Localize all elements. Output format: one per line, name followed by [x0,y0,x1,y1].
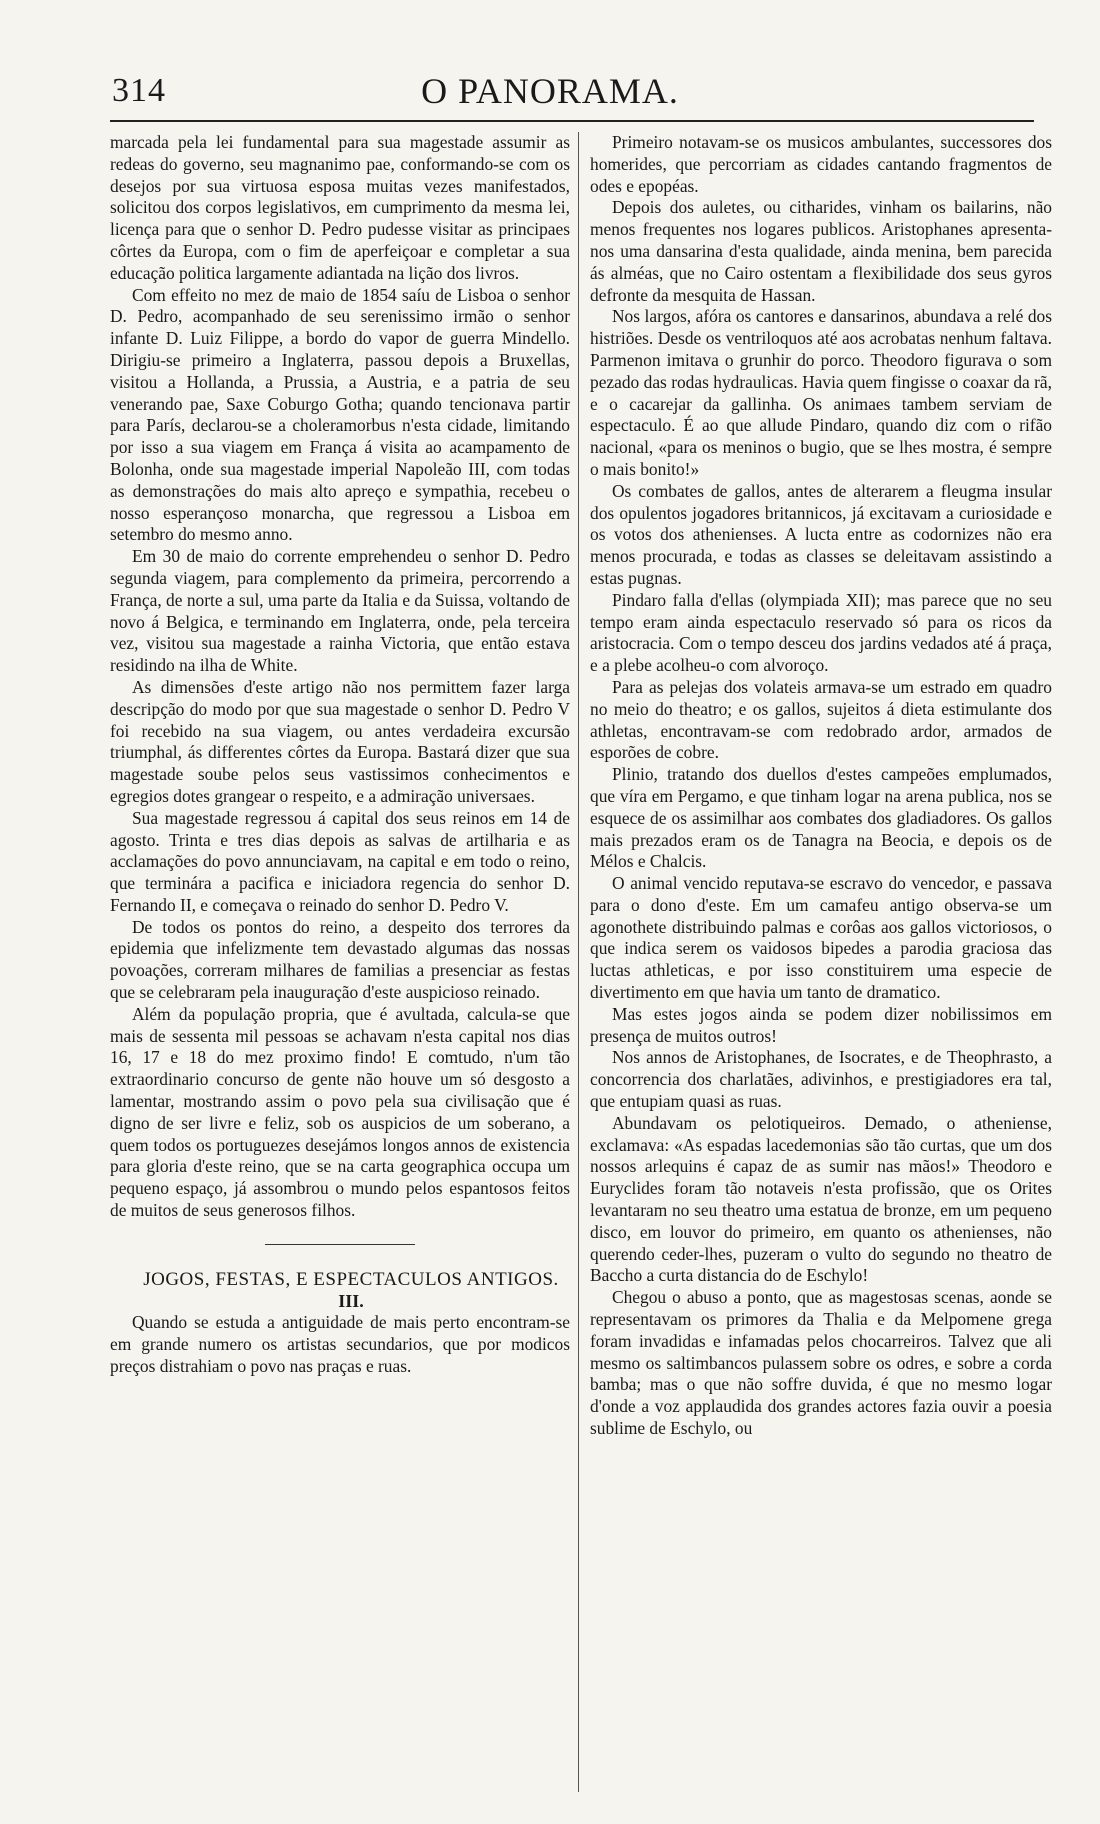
header-rule [110,120,1034,122]
paragraph: Depois dos auletes, ou citharides, vinham os bailarins, não menos frequentes nos logares publicos. Aristophanes apresenta-nos uma dansarina d'esta qualidade, ainda menina, bem parecida ás alméas, que no Cairo ostentam a flexibilidade dos seus gyros defronte da mesquita de Hassan. [590,197,1052,305]
paragraph: Os combates de gallos, antes de alterarem a fleugma insular dos opulentos jogadores britannicos, já excitavam a curiosidade e os votos dos athenienses. A lucta entre as codornizes não era menos procurada, e todas as classes se deleitavam assistindo a estas pugnas. [590,480,1052,588]
paragraph: Abundavam os pelotiqueiros. Demado, o atheniense, exclamava: «As espadas lacedemonias são tão curtas, que um dos nossos arlequins é capaz de as sumir nas mãos!» Theodoro e Euryclides foram tão notaveis n'esta profissão, que os Orites levantaram no seu theatro uma estatua de bronze, em um pequeno disco, em louvor do primeiro, em quanto os athenienses, não querendo ceder-lhes, puzeram o vulto do segundo no theatro de Baccho a curta distancia do de Eschylo! [590,1112,1052,1286]
paragraph: Plinio, tratando dos duellos d'estes campeões emplumados, que víra em Pergamo, e que tinham logar na arena publica, nos se esquece de os assimilhar aos combates dos gladiadores. Os gallos mais prezados eram os de Tanagra na Beocia, e depois os de Mélos e Chalcis. [590,764,1052,872]
paragraph: Chegou o abuso a ponto, que as magestosas scenas, aonde se representavam os primores da Thalia e da Melpomene grega foram invadidas e infamadas pelos chocarreiros. Talvez que ali mesmo os saltimbancos pulassem sobre os odres, e sobre a corda bamba; mas o que não soffre duvida, é que no mesmo logar d'onde a voz applaudida dos grandes actores fazia ouvir a poesia sublime de Eschylo, ou [590,1287,1052,1439]
paragraph: Para as pelejas dos volateis armava-se um estrado em quadro no meio do theatro; e os gallos, sujeitos á dieta estimulante dos athletas, encontravam-se com redobrado ardor, armados de esporões de cobre. [590,676,1052,763]
paragraph: Quando se estuda a antiguidade de mais perto encontram-se em grande numero os artistas secundarios, que por modicos preços distrahiam o povo nas praças e ruas. [110,1312,570,1377]
paragraph: O animal vencido reputava-se escravo do vencedor, e passava para o dono d'este. Em um camafeu antigo observa-se um agonothete distribuindo palmas e corôas aos gallos victoriosos, o que indica serem os vaidosos bipedes a parodia graciosa das luctas athleticas, e por isso constituirem uma especie de divertimento em que havia um tanto de dramatico. [590,873,1052,1003]
paragraph: Pindaro falla d'ellas (olympiada XII); mas parece que no seu tempo eram ainda espectaculo reservado só para os ricos da aristocracia. Com o tempo desceu dos jardins vedados até á praça, e a plebe acolheu-o com alvoroço. [590,589,1052,676]
paragraph: Mas estes jogos ainda se podem dizer nobilissimos em presença de muitos outros! [590,1003,1052,1046]
running-title: O PANORAMA. [421,71,679,111]
right-column [590,132,1052,1440]
section-title: JOGOS, FESTAS, E ESPECTACULOS ANTIGOS. [143,1268,559,1290]
paragraph: Além da população propria, que é avultada, calcula-se que mais de sessenta mil pessoas se achavam n'esta capital nos dias 16, 17 e 18 do mez proximo findo! E comtudo, n'um tão extraordinario concurso de gente não houve um só desgosto a lamentar, mostrando assim o povo pela sua civilisação que é digno de ser livre e feliz, sob os auspicios de um soberano, a quem todos os portuguezes desejámos longos annos de existencia para gloria d'este reino, que se na carta geographica occupa um pequeno espaço, já assombrou o mundo pelos espantosos feitos de muitos de seus generosos filhos. [110,1003,570,1221]
section-divider [265,1244,415,1245]
paragraph: Nos largos, afóra os cantores e dansarinos, abundava a relé dos histriões. Desde os ventriloquos até aos acrobatas nenhum faltava. Parmenon imitava o grunhir do porco. Theodoro figurava o som pezado das rodas hydraulicas. Havia quem fingisse o coaxar da rã, e o cacarejar da gallinha. Os animaes tambem serviam de espectaculo. É ao que allude Pindaro, quando diz com o rifão nacional, «para os meninos o bugio, que se lhes mostra, é sempre o mais bonito!» [590,306,1052,479]
left-column [110,132,570,1378]
paragraph: Primeiro notavam-se os musicos ambulantes, successores dos homerides, que percorriam as cidades cantando fragmentos de odes e epopéas. [590,132,1052,196]
paragraph: Em 30 de maio do corrente emprehendeu o senhor D. Pedro segunda viagem, para complemento da primeira, percorrendo a França, de norte a sul, uma parte da Italia e da Suissa, voltando de novo á Belgica, e terminando em Inglaterra, onde, pela terceira vez, visitou sua magestade a rainha Victoria, que então estava residindo na ilha de White. [110,546,570,676]
paragraph: Sua magestade regressou á capital dos seus reinos em 14 de agosto. Trinta e tres dias depois as salvas de artilharia e as acclamações do povo annunciavam, na capital e em todo o reino, que terminára a pacifica e iniciadora regencia do senhor D. Fernando II, e começava o reinado do senhor D. Pedro V. [110,807,570,915]
paragraph: De todos os pontos do reino, a despeito dos terrores da epidemia que infelizmente tem devastado algumas das nossas povoações, correram milhares de familias a presenciar as festas que se celebraram pela inauguração d'este auspicioso reinado. [110,916,570,1003]
paragraph: Nos annos de Aristophanes, de Isocrates, e de Theophrasto, a concorrencia dos charlatães, adivinhos, e prestigiadores era tal, que entupiam quasi as ruas. [590,1047,1052,1112]
column-divider [578,132,579,1792]
page-number: 314 [112,72,166,109]
section-number: III. [338,1290,364,1311]
paragraph: marcada pela lei fundamental para sua magestade assumir as redeas do governo, seu magnanimo pae, conformando-se com os desejos por sua virtuosa esposa muitas vezes manifestados, solicitou dos corpos legislativos, em cumprimento da mesma lei, licença para que o senhor D. Pedro pudesse visitar as principaes côrtes da Europa, com o fim de aperfeiçoar e completar a sua educação politica largamente adiantada na lição dos livros. [110,132,570,283]
paragraph: Com effeito no mez de maio de 1854 saíu de Lisboa o senhor D. Pedro, acompanhado de seu serenissimo irmão o senhor infante D. Luiz Filippe, a bordo do vapor de guerra Mindello. Dirigiu-se primeiro a Inglaterra, passou depois a Bruxellas, visitou a Hollanda, a Prussia, a Austria, e a patria de seu venerando pae, Saxe Coburgo Gotha; quando tencionava partir para París, declarou-se a choleramorbus n'esta cidade, limitando por isso a sua viagem em França á visita ao acampamento de Bolonha, onde sua magestade imperial Napoleão III, com todas as demonstrações do mais alto apreço e sympathia, recebeu o nosso esperançoso monarcha, que regressou a Lisboa em setembro do mesmo anno. [110,284,570,545]
paragraph: As dimensões d'este artigo não nos permittem fazer larga descripção do modo por que sua magestade o senhor D. Pedro V foi recebido na sua viagem, ou antes verdadeira excursão triumphal, ás differentes côrtes da Europa. Bastará dizer que sua magestade soube pelos seus vastissimos conhecimentos e egregios dotes grangear o respeito, e a admiração universaes. [110,676,570,806]
